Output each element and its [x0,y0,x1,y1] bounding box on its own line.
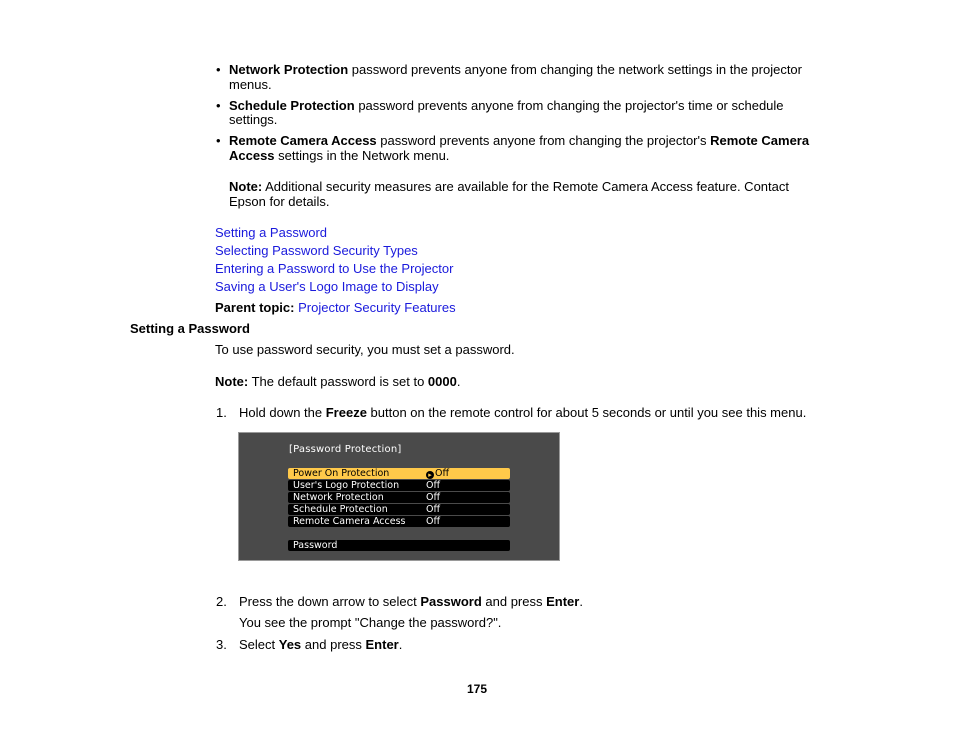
link-setting-a-password[interactable]: Setting a Password [215,225,328,240]
section-heading: Setting a Password [130,321,250,336]
selected-indicator-icon: ▸ [426,471,434,479]
menu-row-power-on-protection[interactable] [288,468,510,479]
step-2-result: You see the prompt "Change the password?". [239,615,502,630]
bullet-marker: • [216,133,221,148]
menu-row-label: Schedule Protection [293,504,388,515]
menu-row-value: Off [426,504,441,515]
link-selecting-password-security-types[interactable]: Selecting Password Security Types [215,243,418,258]
menu-row-label: Remote Camera Access [293,516,406,527]
bullet-3-line-2: Access settings in the Network menu. [229,148,450,163]
menu-row-label: Network Protection [293,492,384,503]
intro-text: To use password security, you must set a password. [215,342,515,357]
menu-row-value: Off [426,492,441,503]
menu-row-value: ▸ Off [426,468,449,479]
note-default-password: Note: The default password is set to 0000. [215,374,461,389]
link-saving-users-logo[interactable]: Saving a User's Logo Image to Display [215,279,439,294]
link-projector-security-features[interactable]: Projector Security Features [298,300,456,315]
bullet-2-line-2: settings. [229,112,278,127]
menu-row-label: User's Logo Protection [293,480,400,491]
bullet-marker: • [216,98,221,113]
password-protection-menu [238,432,560,561]
page-number: 175 [466,682,488,696]
menu-title: [Password Protection] [289,444,402,455]
menu-row-password[interactable] [288,540,510,551]
menu-row-remote-camera-access[interactable] [288,516,510,527]
menu-row-schedule-protection[interactable] [288,504,510,515]
parent-topic: Parent topic: Projector Security Features [215,300,456,315]
step-number: 2. [216,594,227,609]
menu-row-label: Password [293,540,338,551]
bullet-2-line-1: Schedule Protection password prevents anyone from changing the projector's time or schedule [229,98,784,113]
step-number: 3. [216,637,227,652]
bullet-3-line-1: Remote Camera Access password prevents anyone from changing the projector's Remote Camera [229,133,810,148]
bullet-marker: • [216,62,221,77]
menu-row-value: Off [426,480,441,491]
menu-row-value: Off [426,516,441,527]
note-security-line-2: Epson for details. [229,194,330,209]
bullet-1-line-2: menus. [229,77,272,92]
note-security-line-1: Note: Additional security measures are available for the Remote Camera Access feature. Contact [229,179,789,194]
menu-row-users-logo-protection[interactable] [288,480,510,491]
step-2-text: Press the down arrow to select Password and press Enter. [239,594,583,609]
bullet-1-line-1: Network Protection password prevents anyone from changing the network settings in the projector [229,62,802,77]
link-entering-a-password[interactable]: Entering a Password to Use the Projector [215,261,454,276]
menu-row-label: Power On Protection [293,468,390,479]
menu-row-network-protection[interactable] [288,492,510,503]
step-1-text: Hold down the Freeze button on the remote control for about 5 seconds or until you see this menu. [239,405,807,420]
step-number: 1. [216,405,227,420]
step-3-text: Select Yes and press Enter. [239,637,403,652]
